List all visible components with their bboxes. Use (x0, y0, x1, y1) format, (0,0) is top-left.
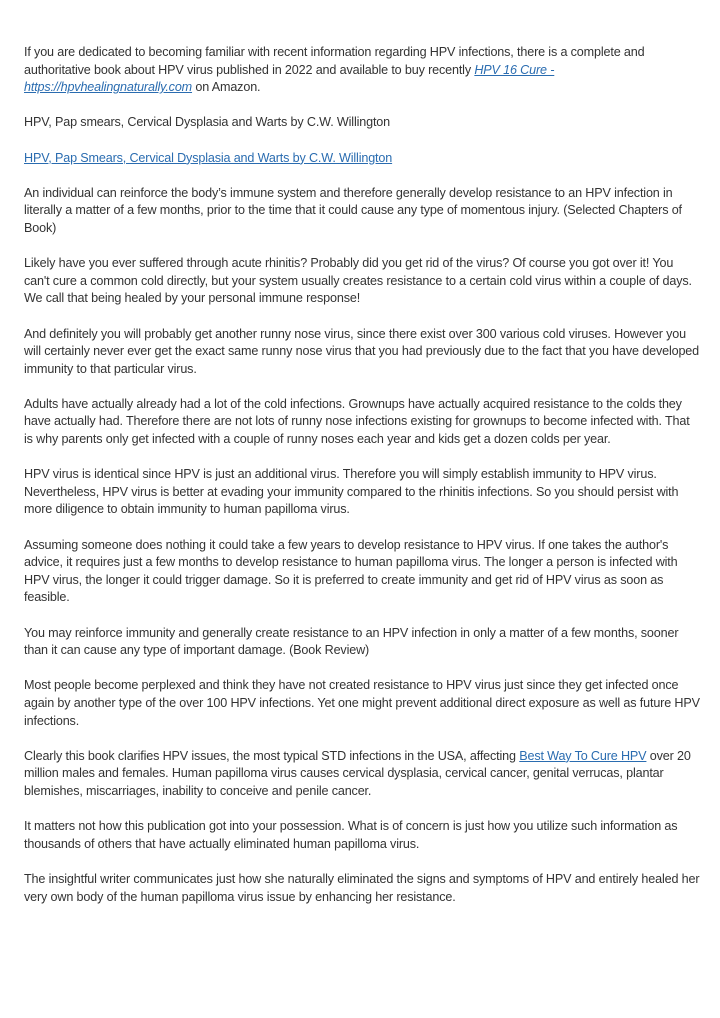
paragraph-book-link (24, 150, 700, 168)
paragraph-8: HPV virus is identical since HPV is just an additional virus. Therefore you will simply establish immunity to HPV virus. Nevertheless, HPV virus is better at evading your immunity compared to the rhinitis infections. So you should persist with more diligence to obtain immunity to human papilloma virus. (24, 467, 679, 517)
intro-text-end: on Amazon. (192, 80, 261, 95)
paragraph-12 (24, 748, 700, 801)
p12-text-end: over 20 million males and females. Human papilloma virus causes cervical dysplasia, cervical cancer, genital verrucas, plantar blemishes, miscarriages, inability to conceive and penile cancer. (24, 748, 691, 798)
book-title: HPV, Pap smears, Cervical Dysplasia and Warts by C.W. Willington (24, 115, 391, 130)
best-way-to-cure-hpv-link[interactable]: Best Way To Cure HPV (519, 748, 647, 763)
paragraph-intro (24, 44, 700, 97)
paragraph-11: Most people become perplexed and think they have not created resistance to HPV virus just since they get infected once again by another type of the over 100 HPV infections. Yet one might prevent additional direct exposure as well as future HPV infections. (24, 678, 700, 728)
document-body (24, 44, 700, 924)
paragraph-13: It matters not how this publication got into your possession. What is of concern is just how you utilize such information as thousands of others that have actually eliminated human papilloma virus. (24, 819, 678, 851)
p12-text: Clearly this book clarifies HPV issues, the most typical STD infections in the USA, affecting (24, 748, 520, 763)
paragraph-4: An individual can reinforce the body’s immune system and therefore generally develop resistance to an HPV infection in literally a matter of a few months, prior to the time that it could cause any type of momentous injury. (Selected Chapters of Book) (24, 185, 682, 235)
hpv-16-cure-link[interactable]: HPV 16 Cure - https://hpvhealingnaturally.com (24, 62, 555, 95)
paragraph-6: And definitely you will probably get another runny nose virus, since there exist over 300 various cold viruses. However you will certainly never ever get the exact same runny nose virus that you had previously due to the fact that you have developed immunity to that particular virus. (24, 326, 700, 376)
paragraph-10: You may reinforce immunity and generally create resistance to an HPV infection in only a matter of a few months, sooner than it can cause any type of important damage. (Book Review) (24, 625, 679, 658)
paragraph-7: Adults have actually already had a lot of the cold infections. Grownups have actually acquired resistance to the colds they have actually had. Therefore there are not lots of runny nose infections existing for grownups to become infected with. That is why parents only get infected with a couple of runny noses each year and kids get a dozen colds per year. (24, 396, 690, 447)
paragraph-5: Likely have you ever suffered through acute rhinitis? Probably did you get rid of the virus? Of course you got over it! You can't cure a common cold directly, but your system usually creates resistance to a certain cold virus within a couple of days. We call that being healed by your personal immune response! (24, 256, 692, 306)
intro-text: If you are dedicated to becoming familiar with recent information regarding HPV infections, there is a complete and authoritative book about HPV virus published in 2022 and available to buy recently (24, 45, 645, 77)
paragraph-14: The insightful writer communicates just how she naturally eliminated the signs and symptoms of HPV and entirely healed her very own body of the human papilloma virus issue by enhancing her resistance. (24, 871, 700, 904)
book-title-link[interactable]: HPV, Pap Smears, Cervical Dysplasia and Warts by C.W. Willington (24, 150, 393, 165)
paragraph-9: Assuming someone does nothing it could take a few years to develop resistance to HPV virus. If one takes the author's advice, it requires just a few months to develop resistance to human papilloma virus. The longer a person is infected with HPV virus, the longer it could trigger damage. So it is preferred to create immunity and get rid of HPV virus as soon as feasible. (24, 537, 678, 605)
